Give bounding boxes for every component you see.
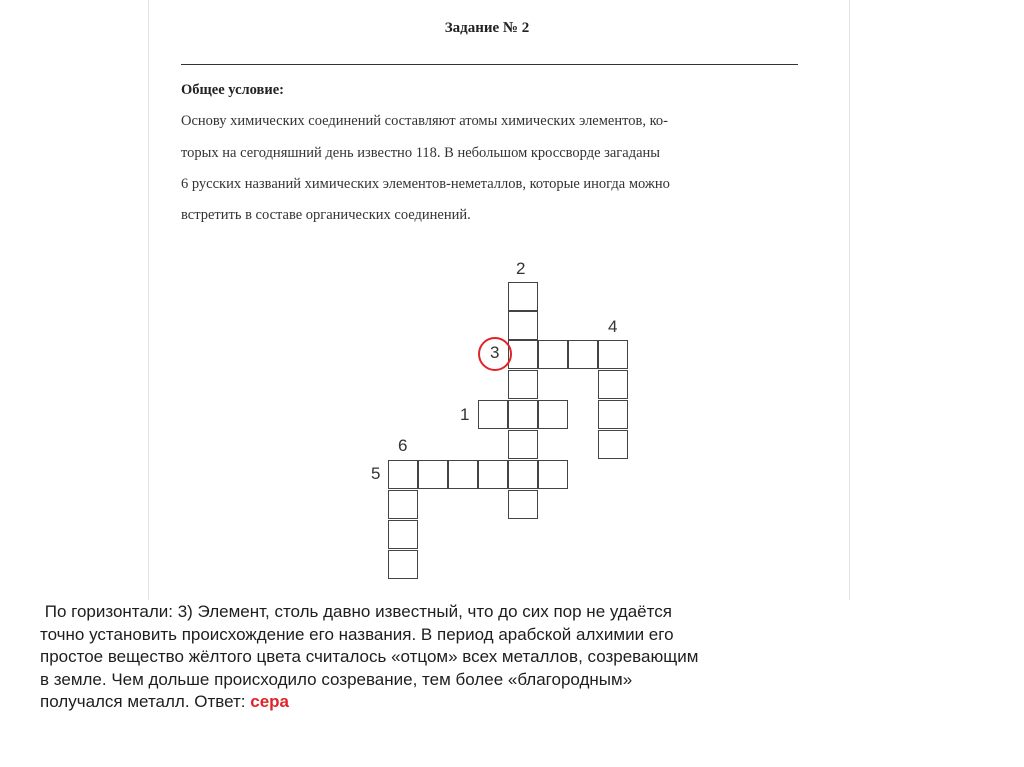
answer-text: сера — [250, 692, 290, 711]
crossword-cell — [598, 430, 628, 459]
condition-line: 6 русских названий химических элементов-неметаллов, которые иногда можно — [181, 176, 670, 192]
crossword-cell — [508, 340, 538, 369]
explanation-line: в земле. Чем дольше происходило созревание, тем более «благородным» — [40, 669, 633, 689]
clue-number-2: 2 — [516, 259, 526, 278]
crossword-cell — [508, 400, 538, 429]
crossword-cell — [508, 311, 538, 340]
crossword-cell — [508, 460, 538, 489]
crossword-cell — [508, 430, 538, 459]
explanation-line: простое вещество жёлтого цвета считалось «отцом» всех металлов, созревающим — [40, 647, 699, 666]
crossword-cell — [538, 340, 568, 369]
crossword-cell — [508, 490, 538, 519]
crossword-cell — [478, 460, 508, 489]
crossword-cell — [598, 400, 628, 429]
explanation-text — [40, 601, 1000, 714]
clue-number-3: 3 — [490, 343, 500, 362]
condition-heading: Общее условие: — [181, 82, 284, 98]
explanation-line: точно установить происхождение его названия. В период арабской алхимии его — [40, 624, 674, 644]
crossword-cell — [598, 370, 628, 399]
crossword-cell — [388, 460, 418, 489]
clue-number-5: 5 — [371, 464, 381, 483]
crossword-cell — [508, 282, 538, 311]
crossword-cell — [598, 340, 628, 369]
crossword-cell — [538, 460, 568, 489]
task-title: Задание № 2 — [444, 20, 530, 36]
crossword-cell — [478, 400, 508, 429]
clue-number-4: 4 — [608, 317, 618, 336]
condition-line: встретить в составе органических соединений. — [181, 207, 471, 223]
clue-number-6: 6 — [398, 436, 408, 455]
crossword-cell — [538, 400, 568, 429]
crossword-cell — [568, 340, 598, 369]
explanation-line: получался металл. Ответ: — [40, 692, 251, 711]
crossword-cell — [508, 370, 538, 399]
clue-number-1: 1 — [460, 405, 470, 424]
explanation-last-line — [40, 691, 1000, 714]
crossword-grid — [149, 0, 849, 600]
crossword-cell — [388, 550, 418, 579]
crossword-cell — [388, 490, 418, 519]
condition-line: торых на сегодняшний день известно 118. В небольшом кроссворде загаданы — [181, 145, 661, 161]
crossword-cell — [418, 460, 448, 489]
document-page — [148, 0, 850, 600]
crossword-cell — [448, 460, 478, 489]
condition-line: Основу химических соединений составляют атомы химических элементов, ко- — [181, 113, 668, 129]
explanation-line: По горизонтали: 3) Элемент, столь давно известный, что до сих пор не удаётся — [40, 602, 672, 621]
crossword-cell — [388, 520, 418, 549]
